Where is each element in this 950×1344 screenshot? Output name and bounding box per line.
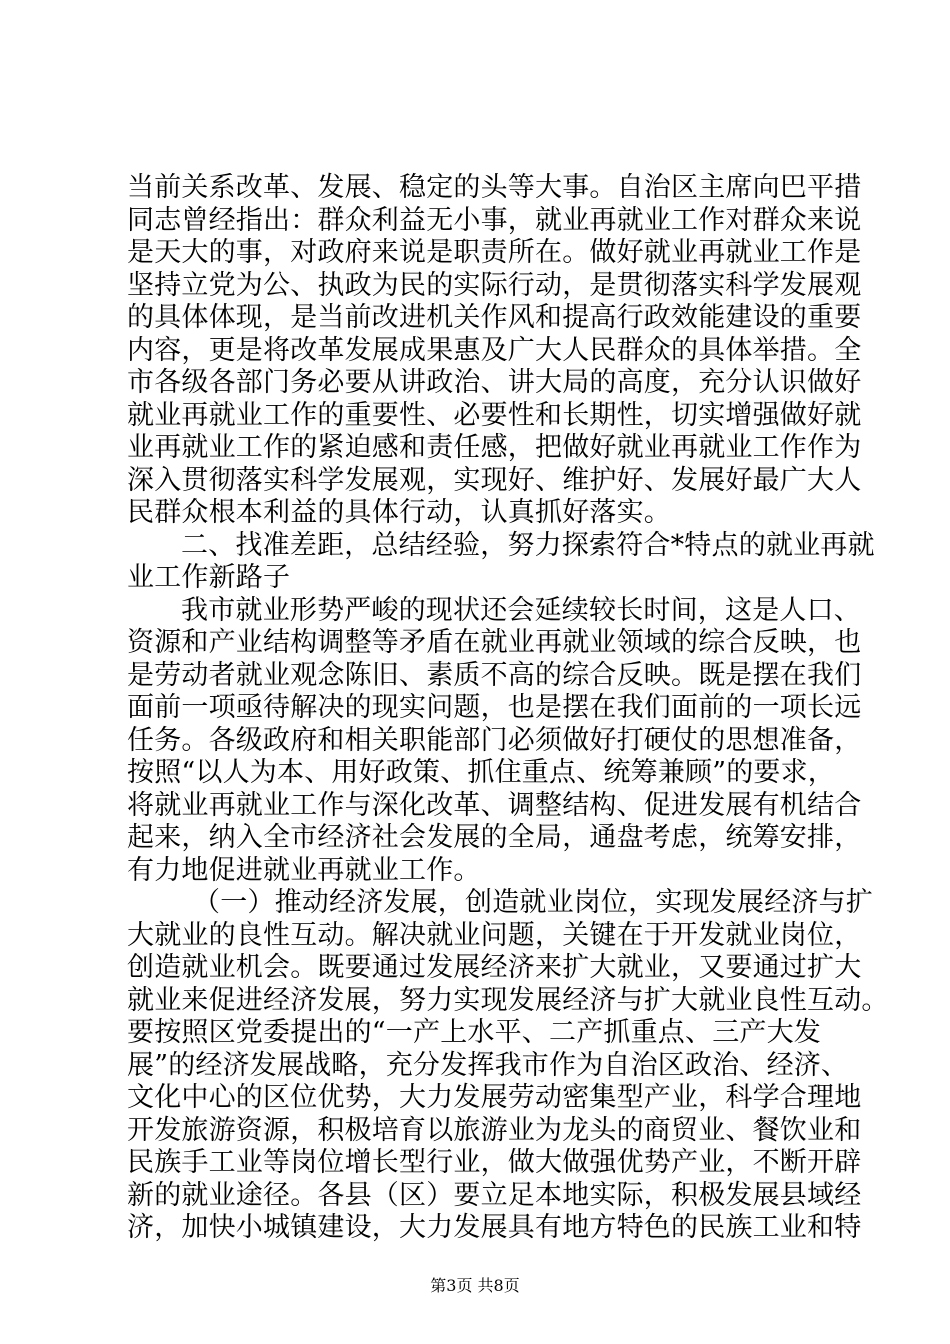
section-heading: 二、找准差距，总结经验，努力探索符合*特点的就业再就: [181, 529, 875, 561]
text-line: 文化中心的区位优势，大力发展劳动密集型产业，科学合理地: [127, 1082, 862, 1113]
text-line: 展”的经济发展战略，充分发挥我市作为自治区政治、经济、: [127, 1049, 849, 1081]
section-heading-cont: 业工作新路子: [127, 562, 291, 593]
text-line: 任务。各级政府和相关职能部门必须做好打硬仗的思想准备，: [127, 724, 862, 756]
text-line: 面前一项亟待解决的现实问题，也是摆在我们面前的一项长远: [127, 692, 862, 723]
text-line: 当前关系改革、发展、稳定的头等大事。自治区主席向巴平措: [127, 172, 862, 203]
text-line: 新的就业途径。各县（区）要立足本地实际，积极发展县域经: [127, 1179, 862, 1211]
text-line: 就业来促进经济发展，努力实现发展经济与扩大就业良性互动。: [127, 984, 889, 1016]
text-line: 资源和产业结构调整等矛盾在就业再就业领域的综合反映，也: [127, 627, 862, 658]
text-line: 大就业的良性互动。解决就业问题，关键在于开发就业岗位，: [127, 919, 862, 951]
text-line: 创造就业机会。既要通过发展经济来扩大就业，又要通过扩大: [127, 952, 862, 983]
text-line: 将就业再就业工作与深化改革、调整结构、促进发展有机结合: [127, 789, 862, 821]
subsection-line: （一）推动经济发展，创造就业岗位，实现发展经济与扩: [193, 887, 873, 918]
text-line: 有力地促进就业再就业工作。: [127, 854, 481, 886]
text-line: 是劳动者就业观念陈旧、素质不高的综合反映。既是摆在我们: [127, 659, 862, 691]
text-line: 坚持立党为公、执政为民的实际行动，是贯彻落实科学发展观: [127, 269, 862, 301]
text-line: 是天大的事，对政府来说是职责所在。做好就业再就业工作是: [127, 237, 862, 268]
text-line: 我市就业形势严峻的现状还会延续较长时间，这是人口、: [181, 594, 861, 626]
text-line: 开发旅游资源，积极培育以旅游业为龙头的商贸业、餐饮业和: [127, 1114, 862, 1146]
text-line: 业再就业工作的紧迫感和责任感，把做好就业再就业工作作为: [127, 432, 862, 463]
text-line: 按照“以人为本、用好政策、抓住重点、统筹兼顾”的要求，: [127, 757, 836, 788]
text-line: 的具体体现，是当前改进机关作风和提高行政效能建设的重要: [127, 302, 862, 333]
text-line: 民族手工业等岗位增长型行业，做大做强优势产业，不断开辟: [127, 1147, 862, 1178]
text-line: 内容，更是将改革发展成果惠及广大人民群众的具体举措。全: [127, 334, 862, 366]
text-line: 同志曾经指出：群众利益无小事，就业再就业工作对群众来说: [127, 204, 862, 236]
text-line: 民群众根本利益的具体行动，认真抓好落实。: [127, 497, 671, 528]
text-line: 起来，纳入全市经济社会发展的全局，通盘考虑，统筹安排，: [127, 822, 862, 853]
body-text: [127, 172, 889, 1245]
text-line: 就业再就业工作的重要性、必要性和长期性，切实增强做好就: [127, 399, 862, 431]
text-line: 深入贯彻落实科学发展观，实现好、维护好、发展好最广大人: [127, 464, 862, 496]
text-line: 市各级各部门务必要从讲政治、讲大局的高度，充分认识做好: [127, 367, 862, 398]
page-number: 第3页 共8页: [430, 1276, 520, 1295]
text-line: 要按照区党委提出的“一产上水平、二产抓重点、三产大发: [127, 1017, 822, 1048]
page-footer: [0, 1273, 950, 1296]
text-line: 济，加快小城镇建设，大力发展具有地方特色的民族工业和特: [127, 1212, 862, 1243]
